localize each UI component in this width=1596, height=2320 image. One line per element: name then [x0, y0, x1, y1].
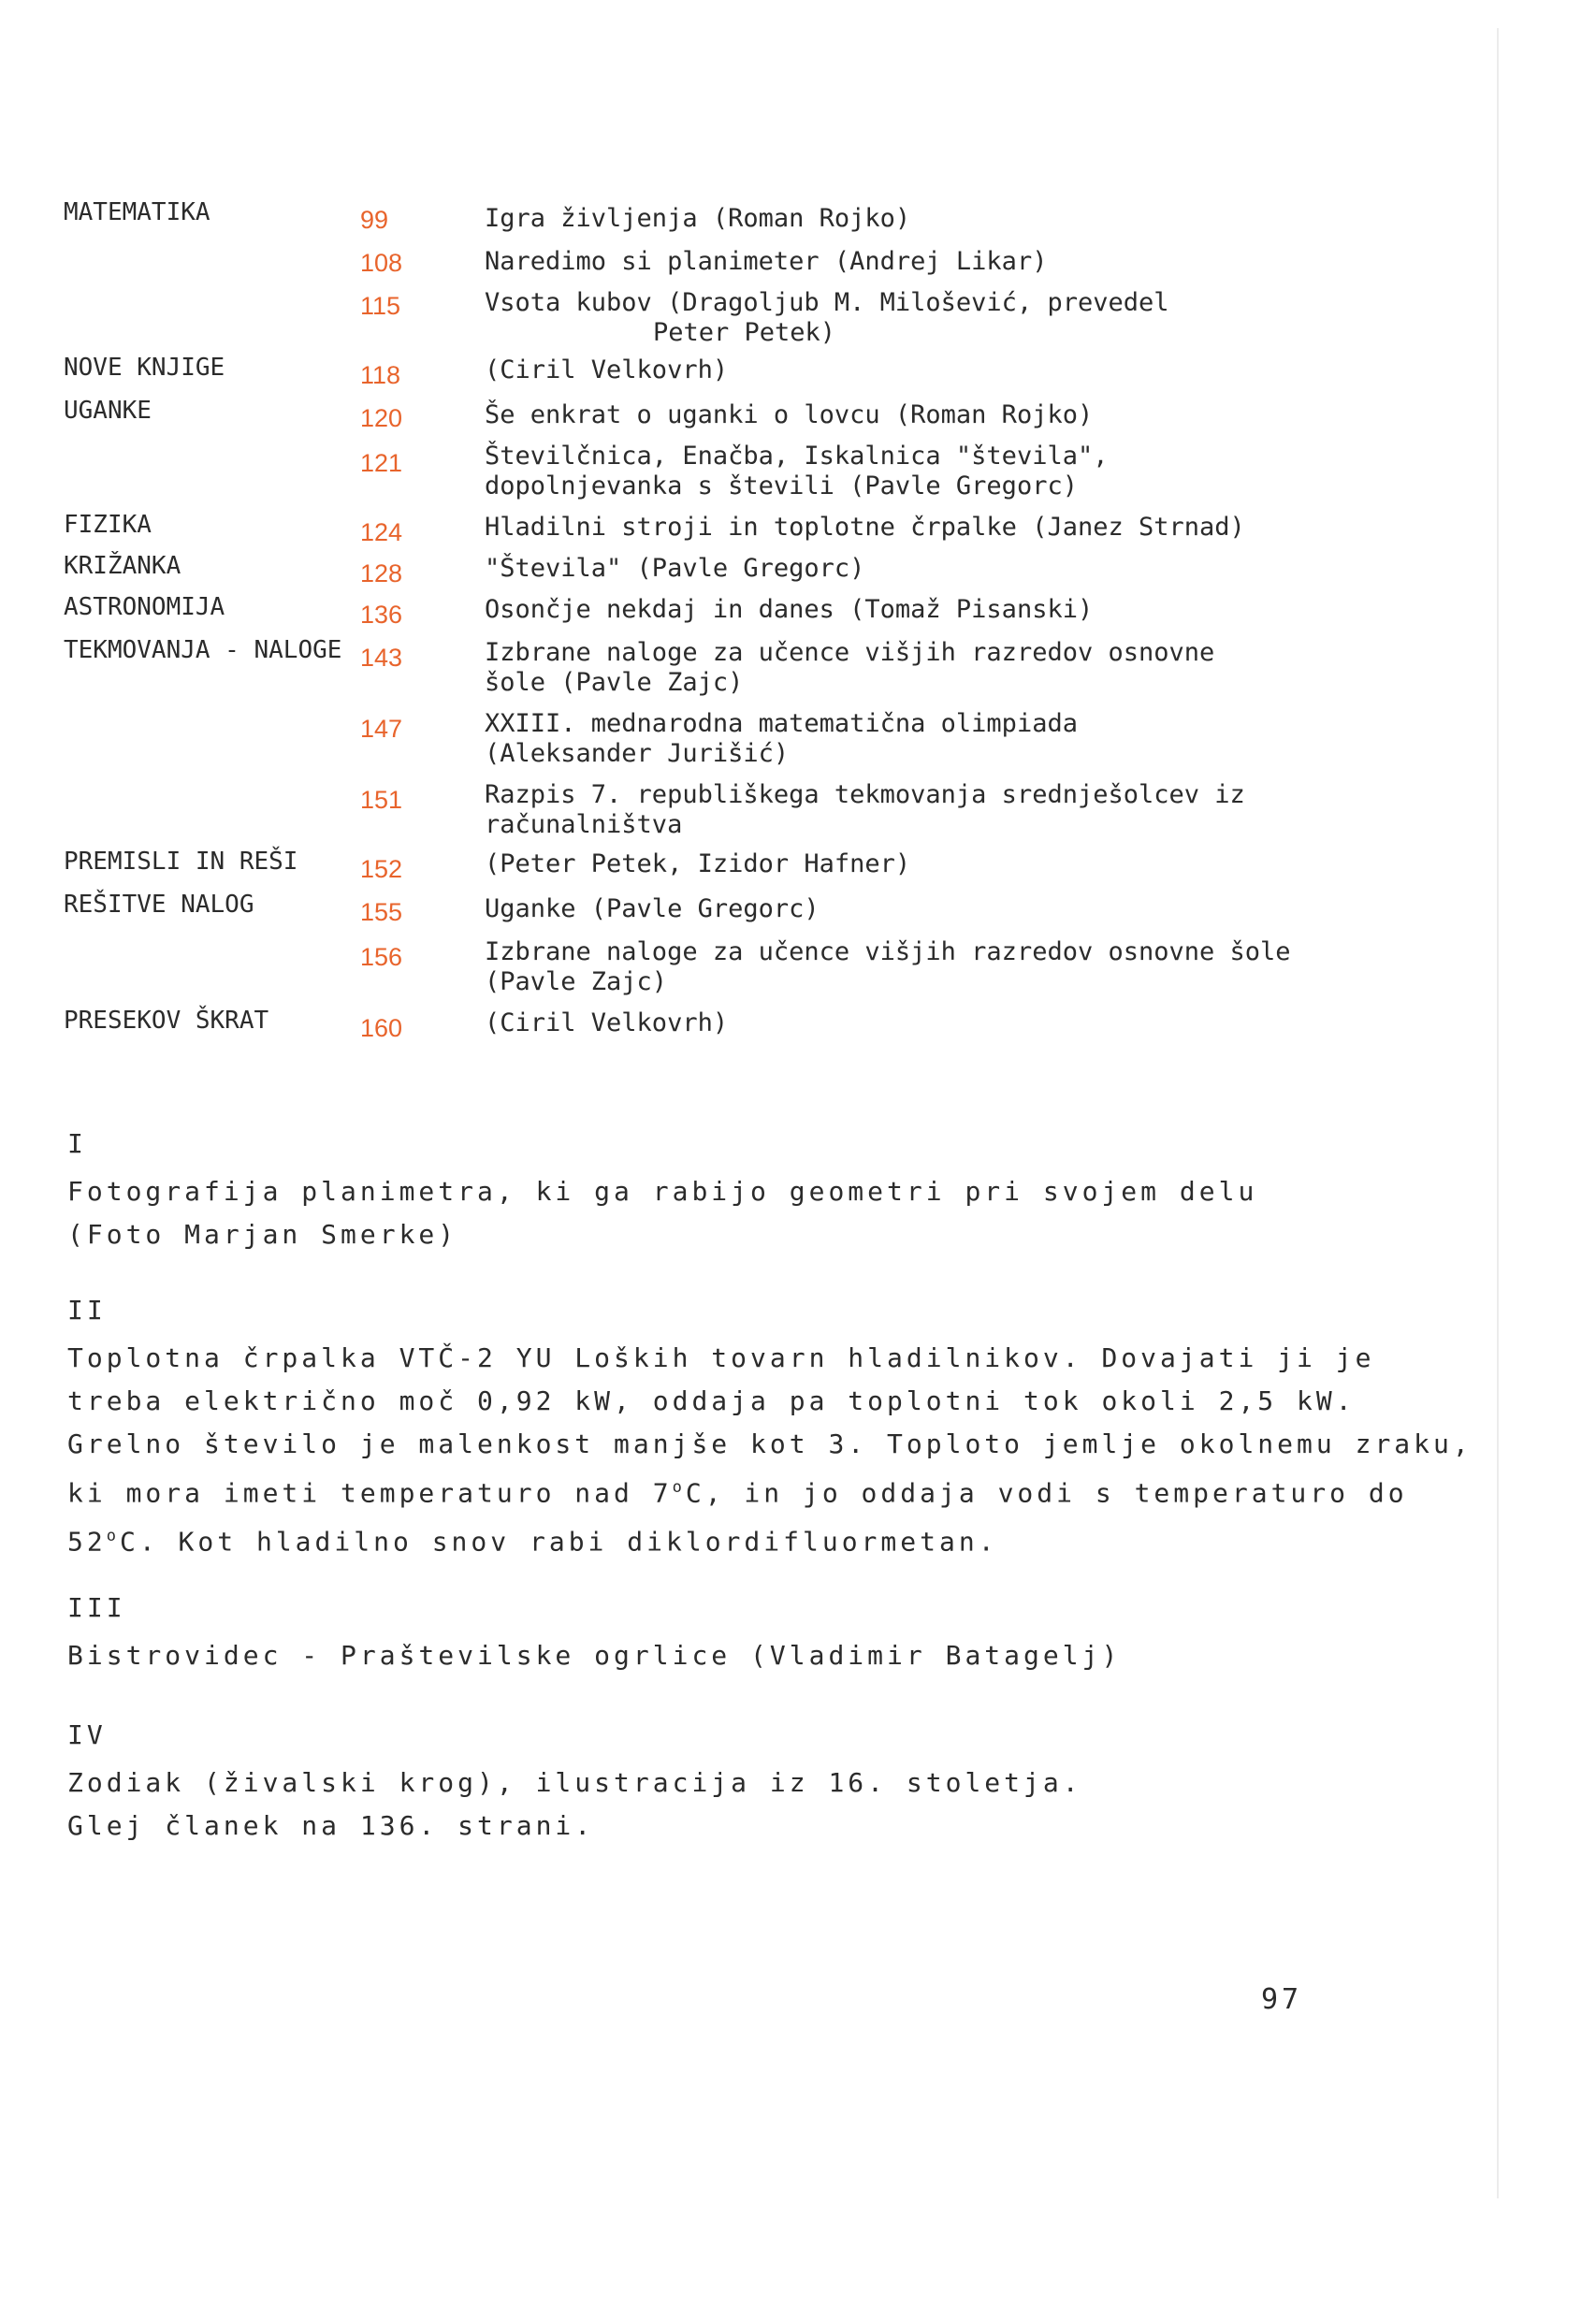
caption-line: Zodiak (živalski krog), ilustracija iz 16. stoletja. [67, 1767, 1082, 1798]
caption-roman: I [67, 1128, 87, 1159]
toc-title: Hladilni stroji in toplotne črpalke (Janez Strnad) [485, 513, 1245, 542]
toc-title: Vsota kubov (Dragoljub M. Milošević, prevedel Peter Petek) [485, 288, 1169, 347]
toc-section: NOVE KNJIGE [64, 354, 225, 382]
toc-page-number: 115 [360, 292, 401, 320]
toc-section: KRIŽANKA [64, 552, 181, 580]
toc-title: Razpis 7. republiškega tekmovanja srednješolcev iz računalništva [485, 780, 1245, 839]
toc-title: Izbrane naloge za učence višjih razredov osnovne šole (Pavle Zajc) [485, 638, 1215, 697]
toc-title: Osončje nekdaj in danes (Tomaž Pisanski) [485, 595, 1094, 624]
toc-page-number: 155 [360, 898, 403, 926]
toc-page-number: 121 [360, 449, 403, 477]
toc-title: (Ciril Velkovrh) [485, 355, 729, 384]
toc-section: PREMISLI IN REŠI [64, 848, 298, 876]
caption-line: Bistrovidec - Praštevilske ogrlice (Vladimir Batagelj) [67, 1640, 1122, 1671]
caption-roman: III [67, 1592, 126, 1623]
toc-page-number: 152 [360, 855, 403, 883]
caption-line: Grelno število je malenkost manjše kot 3. Toploto jemlje okolnemu zraku, [67, 1428, 1473, 1459]
page-edge [1497, 28, 1499, 2198]
toc-title: Igra življenja (Roman Rojko) [485, 204, 911, 233]
toc-section: ASTRONOMIJA [64, 593, 225, 621]
toc-section: UGANKE [64, 397, 152, 425]
toc-page-number: 156 [360, 943, 403, 971]
toc-page-number: 151 [360, 786, 403, 814]
caption-line: Glej članek na 136. strani. [67, 1810, 595, 1841]
toc-title: Uganke (Pavle Gregorc) [485, 894, 820, 923]
toc-page-number: 120 [360, 404, 403, 432]
toc-page-number: 108 [360, 249, 403, 277]
caption-roman: IV [67, 1719, 107, 1750]
toc-title: (Peter Petek, Izidor Hafner) [485, 849, 911, 878]
toc-page-number: 99 [360, 206, 389, 234]
caption-line: Fotografija planimetra, ki ga rabijo geometri pri svojem delu [67, 1176, 1258, 1207]
toc-title: (Ciril Velkovrh) [485, 1008, 729, 1037]
toc-page-number: 128 [360, 559, 403, 587]
caption-line: treba električno moč 0,92 kW, oddaja pa toplotni tok okoli 2,5 kW. [67, 1385, 1356, 1416]
toc-title: Izbrane naloge za učence višjih razredov osnovne šole (Pavle Zajc) [485, 937, 1291, 996]
toc-title: Številčnica, Enačba, Iskalnica "števila", dopolnjevanka s števili (Pavle Gregorc) [485, 442, 1109, 500]
caption-roman: II [67, 1295, 107, 1326]
toc-page-number: 147 [360, 715, 403, 743]
toc-section: REŠITVE NALOG [64, 891, 254, 919]
toc-page-number: 143 [360, 644, 403, 672]
toc-title: "Števila" (Pavle Gregorc) [485, 554, 865, 583]
toc-title: XXIII. mednarodna matematična olimpiada (Aleksander Jurišić) [485, 709, 1078, 768]
caption-line: 52$^o$C. Kot hladilno snov rabi diklordifluormetan. [67, 1526, 998, 1558]
toc-section: TEKMOVANJA - NALOGE [64, 636, 342, 664]
toc-title: Še enkrat o uganki o lovcu (Roman Rojko) [485, 400, 1094, 429]
caption-iv [67, 1719, 1082, 1848]
toc-page-number: 124 [360, 518, 403, 546]
caption-ii [67, 1295, 1473, 1564]
toc-section: MATEMATIKA [64, 198, 210, 226]
toc-section: PRESEKOV ŠKRAT [64, 1007, 269, 1035]
toc-section: FIZIKA [64, 511, 152, 539]
page-number: 97 [1261, 1983, 1303, 2016]
caption-line: (Foto Marjan Smerke) [67, 1219, 458, 1250]
caption-iii [67, 1592, 1121, 1677]
caption-line: ki mora imeti temperaturo nad 7$^o$C, in jo oddaja vodi s temperaturo do [67, 1477, 1408, 1509]
toc-page-number: 136 [360, 601, 403, 629]
caption-line: Toplotna črpalka VTČ-2 YU Loških tovarn hladilnikov. Dovajati ji je [67, 1342, 1375, 1373]
toc-page-number: 118 [360, 361, 401, 389]
toc-page-number: 160 [360, 1014, 403, 1042]
caption-i [67, 1128, 1257, 1256]
toc-title: Naredimo si planimeter (Andrej Likar) [485, 247, 1048, 276]
